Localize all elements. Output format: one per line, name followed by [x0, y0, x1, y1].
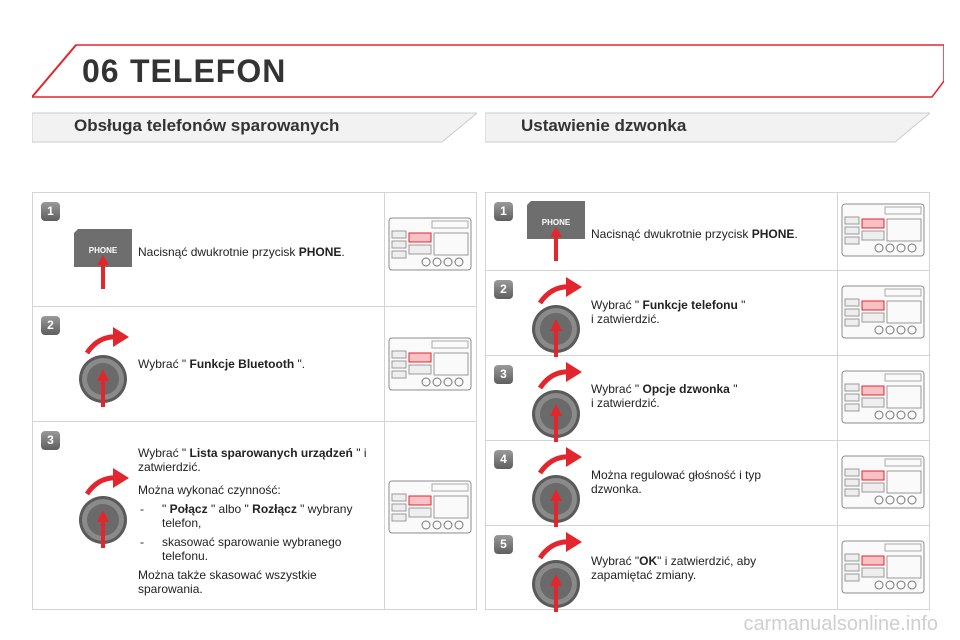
radio-unit-image [841, 540, 925, 594]
instruction-text: i zatwierdzić. [591, 312, 660, 326]
radio-unit-image [841, 285, 925, 339]
left-section-title: Obsługa telefonów sparowanych [74, 116, 340, 135]
phone-button-icon [527, 201, 587, 268]
step-number-badge: 5 [494, 535, 513, 554]
step-instruction [591, 382, 831, 410]
radio-unit-image [388, 480, 472, 534]
instruction-text: Nacisnąć dwukrotnie przycisk [138, 245, 299, 259]
step-number-badge: 2 [41, 316, 60, 335]
instruction-key: Rozłącz [252, 502, 297, 516]
instruction-text: Wybrać " [138, 446, 190, 460]
instruction-key: PHONE [751, 227, 795, 241]
step-instruction [138, 446, 378, 596]
right-section-heading [485, 107, 930, 143]
instruction-text: Wybrać " [591, 298, 643, 312]
instruction-text: Wybrać " [591, 382, 643, 396]
step-number-badge: 1 [494, 202, 513, 221]
step-instruction [591, 298, 831, 326]
step-instruction [591, 468, 781, 496]
right-section-title: Ustawienie dzwonka [521, 116, 687, 135]
options-outro: Można także skasować wszystkie sparowania. [138, 568, 317, 596]
left-step-3 [33, 422, 476, 609]
instruction-key: Lista sparowanych urządzeń [189, 446, 353, 460]
instruction-text: Nacisnąć dwukrotnie przycisk [591, 227, 752, 241]
instruction-key: PHONE [298, 245, 342, 259]
right-step-1 [486, 193, 929, 271]
rotary-knob-icon [526, 358, 588, 449]
right-step-2 [486, 271, 929, 356]
rotary-knob-icon [73, 323, 135, 414]
phone-key-label: PHONE [88, 246, 118, 255]
step-number-badge: 4 [494, 450, 513, 469]
instruction-text: i zatwierdzić. [591, 396, 660, 410]
step-number-badge: 2 [494, 280, 513, 299]
instruction-text: " i zatwierdzić. [138, 446, 367, 474]
instruction-text: . [794, 227, 798, 241]
instruction-text: " albo " [207, 502, 253, 516]
chapter-title: TELEFON [130, 53, 287, 89]
radio-unit-image [841, 203, 925, 257]
phone-key-label: PHONE [541, 218, 571, 227]
instruction-key: Opcje dzwonka [642, 382, 730, 396]
options-intro: Można wykonać czynność: [138, 483, 281, 497]
instruction-text: " [729, 382, 738, 396]
right-step-3 [486, 356, 929, 441]
instruction-text: ". [294, 357, 306, 371]
step-number-badge: 1 [41, 202, 60, 221]
instruction-text: Wybrać " [138, 357, 190, 371]
radio-unit-image [388, 217, 472, 271]
footer-watermark: carmanualsonline.info [743, 613, 938, 635]
radio-unit-image [841, 455, 925, 509]
step-instruction [591, 227, 831, 241]
rotary-knob-icon [526, 528, 588, 619]
step-instruction [591, 554, 781, 582]
option-item: - " Połącz " albo " Rozłącz " wybrany telefon, [140, 502, 353, 530]
chapter-number: 06 [82, 53, 120, 89]
step-instruction [138, 245, 378, 259]
step-instruction [138, 357, 378, 371]
instruction-key: OK [639, 554, 658, 568]
radio-unit-image [841, 370, 925, 424]
instruction-text: skasować sparowanie wybranego telefonu. [162, 535, 342, 563]
left-step-1 [33, 193, 476, 307]
chapter-header [32, 43, 944, 101]
left-step-2 [33, 307, 476, 422]
left-steps-panel [32, 192, 477, 610]
instruction-text: " i zatwierdzić, aby zapamiętać zmiany. [591, 554, 757, 582]
rotary-knob-icon [526, 443, 588, 534]
step-number-badge: 3 [41, 431, 60, 450]
instruction-text: " wybrany telefon, [162, 502, 353, 530]
instruction-key: Funkcje telefonu [642, 298, 738, 312]
rotary-knob-icon [73, 464, 135, 555]
radio-unit-image [388, 337, 472, 391]
step-number-badge: 3 [494, 365, 513, 384]
left-section-heading [32, 107, 477, 143]
right-steps-panel [485, 192, 930, 610]
option-item: - skasować sparowanie wybranego telefonu. [140, 535, 342, 563]
instruction-text: Można regulować głośność i typ dzwonka. [591, 468, 762, 496]
right-step-4 [486, 441, 929, 526]
rotary-knob-icon [526, 273, 588, 364]
instruction-key: Połącz [169, 502, 208, 516]
instruction-key: Funkcje Bluetooth [189, 357, 295, 371]
phone-button-icon [74, 229, 134, 296]
instruction-text: . [341, 245, 345, 259]
instruction-text: " [162, 502, 170, 516]
right-step-5 [486, 526, 929, 609]
instruction-text: " [737, 298, 746, 312]
instruction-text: Wybrać " [591, 554, 640, 568]
